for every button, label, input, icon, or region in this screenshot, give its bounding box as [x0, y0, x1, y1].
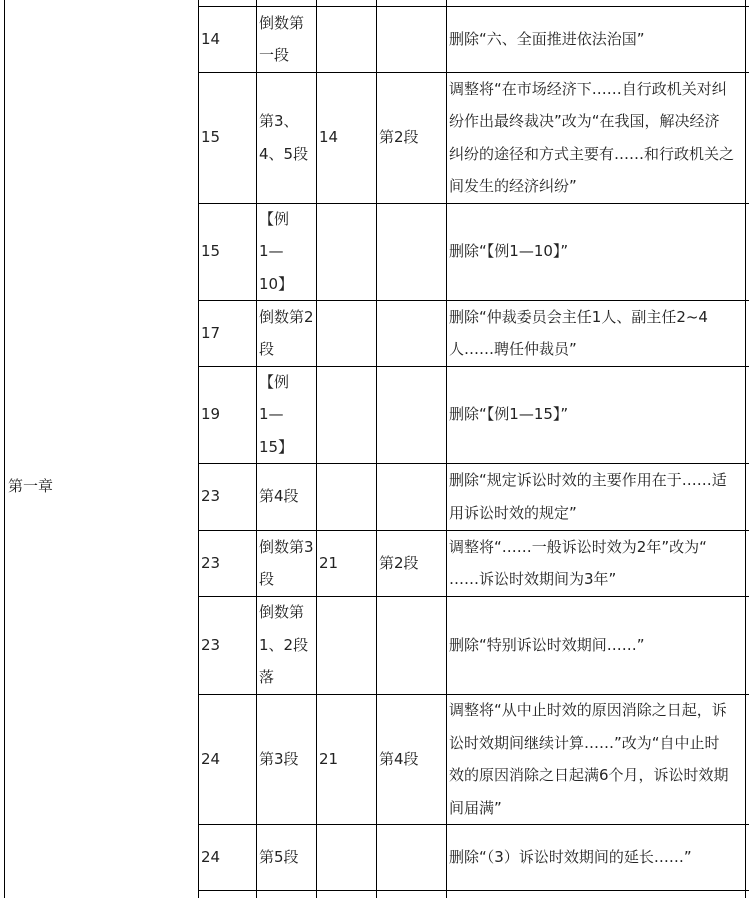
paragraph-cell: 倒数第 一段	[259, 13, 305, 64]
column-border	[4, 0, 5, 898]
page-cell: 24	[201, 847, 221, 866]
page-cell: 23	[201, 553, 221, 572]
paragraph-cell: 倒数第 1、2段 落	[259, 603, 309, 687]
paragraph-cell: 第5段	[259, 847, 299, 866]
page-cell: 15	[201, 128, 221, 147]
new-paragraph-cell: 第2段	[379, 553, 419, 572]
column-border	[316, 0, 317, 898]
paragraph-cell: 第3段	[259, 749, 299, 768]
paragraph-cell: 【例 1— 15】	[259, 372, 294, 456]
page-cell: 15	[201, 242, 221, 261]
new-page-cell: 21	[319, 749, 339, 768]
chapter-label: 第一章	[8, 477, 54, 495]
new-paragraph-cell: 第4段	[379, 749, 419, 768]
row-border	[198, 824, 749, 825]
paragraph-cell: 第3、 4、5段	[259, 112, 309, 163]
change-cell: 删除“（3）诉讼时效期间的延长……”	[449, 847, 692, 866]
column-border	[256, 0, 257, 898]
change-cell: 调整将“在市场经济下……自行政机关对纠 纷作出最终裁决”改为“在我国，解决经济 纠纷的途径和方式主要有……和行政机关之 间发生的经济纠纷”	[449, 79, 735, 195]
column-border	[446, 0, 447, 898]
paragraph-cell: 倒数第2 段	[259, 307, 314, 358]
paragraph-cell: 第4段	[259, 487, 299, 506]
new-page-cell: 14	[319, 128, 339, 147]
paragraph-cell: 【例 1— 10】	[259, 209, 294, 293]
page-cell: 23	[201, 487, 221, 506]
change-cell: 调整将“从中止时效的原因消除之日起，诉 讼时效期间继续计算……”改为“自中止时 效的原因消除之日起满6个月，诉讼时效期 间届满”	[449, 701, 729, 817]
change-cell: 删除“六、全面推进依法治国”	[449, 29, 645, 48]
change-cell: 调整将“……一般诉讼时效为2年”改为“ ……诉讼时效期间为3年”	[449, 537, 707, 588]
change-cell: 删除“【例1—15】”	[449, 405, 569, 424]
paragraph-cell: 倒数第3 段	[259, 537, 314, 588]
new-paragraph-cell: 第2段	[379, 128, 419, 147]
page-cell: 19	[201, 405, 221, 424]
change-cell: 删除“仲裁委员会主任1人、副主任2~4 人……聘任仲裁员”	[449, 307, 708, 358]
change-cell: 删除“【例1—10】”	[449, 242, 569, 261]
page-cell: 23	[201, 635, 221, 654]
change-cell: 删除“规定诉讼时效的主要作用在于……适 用诉讼时效的规定”	[449, 471, 727, 522]
change-cell: 删除“特别诉讼时效期间……”	[449, 635, 645, 654]
page-cell: 24	[201, 749, 221, 768]
column-border	[376, 0, 377, 898]
row-border	[198, 890, 749, 891]
column-border	[198, 0, 199, 898]
page-cell: 14	[201, 29, 221, 48]
new-page-cell: 21	[319, 553, 339, 572]
page-cell: 17	[201, 323, 221, 342]
